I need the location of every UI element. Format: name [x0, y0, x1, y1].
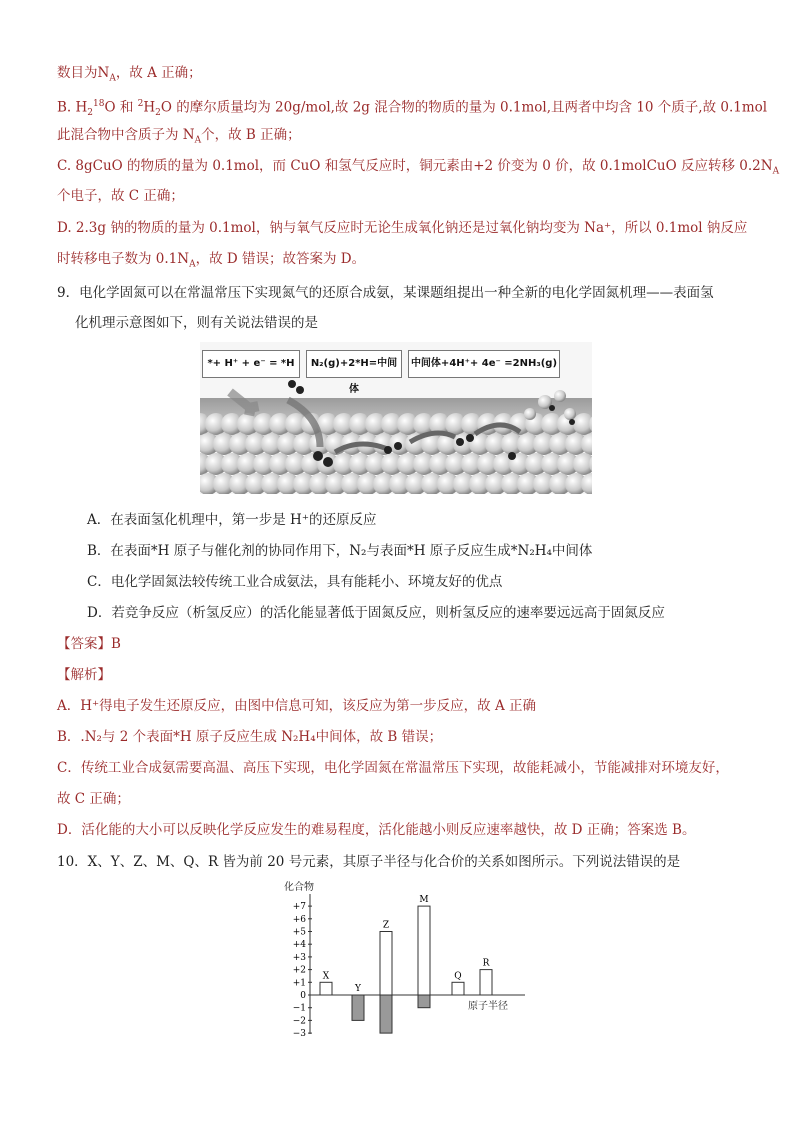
- q9-option-b: B．在表面*H 原子与催化剂的协同作用下，N₂与表面*H 原子反应生成*N₂H₄中间体: [87, 543, 593, 559]
- y-tick-label: +7: [292, 902, 306, 913]
- category-label-Z: Z: [382, 920, 390, 931]
- bar-positive-Z: [380, 932, 392, 996]
- q9-option-a: A．在表面氢化机理中，第一步是 H⁺的还原反应: [87, 512, 377, 528]
- explain-b-line1: B. $H_2^{18}O$ 和 $^2H_2O$ 的摩尔质量均为 20g/mol,故 2g 混合物的物质的量为 0.1mol,且两者中均含 10 个质子,故 0.1mol: [57, 99, 768, 119]
- chart-xlabel: 原子半径: [468, 1001, 508, 1012]
- y-tick-label: −3: [292, 1029, 306, 1038]
- q9-explain-a: A．H⁺得电子发生还原反应，由图中信息可知，该反应为第一步反应，故 A 正确: [57, 698, 536, 714]
- category-label-Q: Q: [454, 971, 462, 982]
- y-tick-label: +2: [292, 965, 306, 976]
- y-tick-label: +6: [292, 914, 306, 925]
- bar-positive-Q: [452, 982, 464, 995]
- q9-explain-d: D．活化能的大小可以反映化学反应发生的难易程度，活化能越小则反应速率越快，故 D 正确；答案选 B。: [57, 822, 696, 838]
- q9-option-c: C．电化学固氮法较传统工业合成氨法，具有能耗小、环境友好的优点: [87, 574, 503, 590]
- category-label-Y: Y: [355, 984, 361, 994]
- step3-box: 中间体+4H⁺+ 4e⁻ =2NH₃(g): [408, 350, 560, 378]
- category-label-M: M: [419, 895, 429, 906]
- category-label-X: X: [322, 971, 330, 982]
- bar-positive-R: [480, 970, 492, 995]
- bar-positive-X: [320, 982, 332, 995]
- y-tick-label: +3: [292, 952, 306, 963]
- y-tick-label: +5: [292, 927, 306, 938]
- explain-d-line2: 时转移电子数为 $0.1N_A$，故 D 错误；故答案为 D。: [57, 251, 366, 270]
- explain-d-line1: D. 2.3g 钠的物质的量为 0.1mol，钠与氧气反应时无论生成氧化钠还是过氧化钠均变为 Na⁺，所以 0.1mol 钠反应: [57, 220, 748, 236]
- bar-negative-M: [418, 995, 430, 1008]
- bar-positive-M: [418, 906, 430, 995]
- explain-a-end: 数目为$N_A$，故 A 正确；: [57, 65, 202, 84]
- chart-ylabel: 化合物: [284, 882, 314, 893]
- q9-analysis-heading: 【解析】: [57, 667, 111, 683]
- bar-negative-Z: [380, 995, 392, 1033]
- q10-stem: 10．X、Y、Z、M、Q、R 皆为前 20 号元素，其原子半径与化合价的关系如图所示。下列说法错误的是: [57, 854, 681, 870]
- q9-stem-line1: 9．电化学固氮可以在常温常压下实现氮气的还原合成氨，某课题组提出一种全新的电化学固氮机理——表面氢: [57, 285, 714, 301]
- y-tick-label: −2: [292, 1016, 306, 1027]
- q10-chart: [270, 878, 530, 1038]
- q9-explain-b: B．.N₂与 2 个表面*H 原子反应生成 N₂H₄中间体，故 B 错误；: [57, 729, 443, 745]
- q9-explain-c-line2: 故 C 正确；: [57, 791, 130, 807]
- step2-box: N₂(g)+2*H=中间体: [306, 350, 402, 378]
- y-tick-label: −1: [292, 1003, 306, 1014]
- q9-answer: 【答案】B: [57, 636, 121, 652]
- bar-negative-Y: [352, 995, 364, 1020]
- explain-c-line1: C. 8gCuO 的物质的量为 0.1mol，而 CuO 和氢气反应时，铜元素由+2 价变为 0 价，故 0.1molCuO 反应转移 $0.2N_A$: [57, 158, 780, 177]
- q9-mechanism-figure: [200, 342, 592, 494]
- q9-stem-line2: 化机理示意图如下，则有关说法错误的是: [75, 315, 318, 331]
- y-tick-label: 0: [300, 991, 306, 1001]
- q9-option-d: D．若竞争反应（析氢反应）的活化能显著低于固氮反应，则析氢反应的速率要远远高于固氮反应: [87, 605, 665, 621]
- explain-b-line2: 此混合物中含质子为 $N_A$个，故 B 正确；: [57, 127, 301, 146]
- y-tick-label: +1: [292, 978, 306, 989]
- step1-box: *+ H⁺ + e⁻ = *H: [202, 350, 300, 378]
- explain-c-line2: 个电子，故 C 正确；: [57, 188, 184, 204]
- q9-explain-c-line1: C．传统工业合成氨需要高温、高压下实现，电化学固氮在常温常压下实现，故能耗减小，节能减排对环境友好，: [57, 760, 729, 776]
- y-tick-label: +4: [292, 940, 306, 951]
- category-label-R: R: [482, 958, 490, 969]
